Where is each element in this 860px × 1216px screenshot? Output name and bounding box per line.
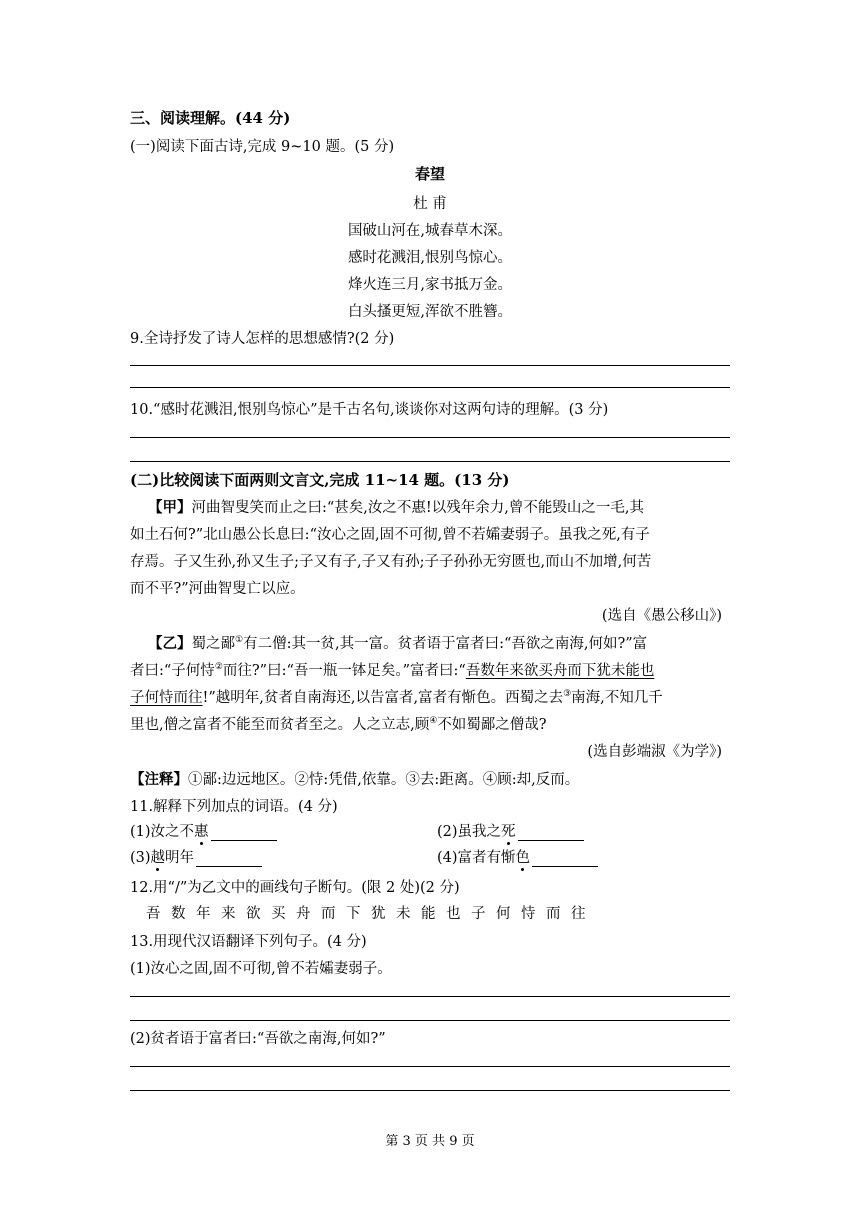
poem-author: 杜 甫 bbox=[413, 196, 447, 212]
dotted-word: 惠 bbox=[194, 824, 209, 840]
passage-yi-text: 有二僧:其一贫,其一富。贫者语于富者曰:“吾欲之南海,何如?”富 bbox=[243, 636, 648, 652]
answer-line[interactable] bbox=[130, 461, 730, 462]
q11-item-text: (1)汝之不 bbox=[130, 824, 195, 840]
q11-item-4 bbox=[437, 846, 598, 867]
q13-sentence-1: (1)汝心之固,固不可彻,曾不若孀妻弱子。 bbox=[130, 961, 392, 977]
note-marker: ④ bbox=[429, 716, 438, 727]
passage-yi-tag: 【乙】 bbox=[148, 635, 192, 652]
passage-jia-line: 如土石何?”北山愚公长息曰:“汝心之固,固不可彻,曾不若孀妻弱子。虽我之死,有子 bbox=[130, 527, 650, 543]
answer-line[interactable] bbox=[130, 1020, 730, 1021]
answer-line[interactable] bbox=[130, 365, 730, 366]
passage-yi-line bbox=[148, 632, 647, 653]
passage-yi-text: 不如蜀鄙之僧哉? bbox=[437, 717, 547, 733]
answer-blank[interactable] bbox=[196, 849, 262, 867]
page-number: 第 3 页 共 9 页 bbox=[385, 1134, 475, 1149]
part2-intro: (二)比较阅读下面两则文言文,完成 11~14 题。(13 分) bbox=[130, 471, 510, 489]
poem-line: 感时花溅泪,恨别鸟惊心。 bbox=[347, 250, 513, 266]
q12-sentence: 吾数年来欲买舟而下犹未能也子何恃而往 bbox=[146, 906, 596, 922]
passage-yi-text: 蜀之鄙 bbox=[191, 636, 235, 652]
q11-item-3 bbox=[130, 846, 262, 867]
q11-item-text: (4)富者有惭 bbox=[437, 850, 516, 866]
passage-yi-text: !”越明年,贫者自南海还,以告富者,富者有惭色。西蜀之去 bbox=[202, 690, 564, 706]
passage-yi-text: 者曰:“子何恃 bbox=[130, 663, 215, 679]
passage-yi-text: 而往?”曰:“吾一瓶一钵足矣。”富者曰:“ bbox=[222, 663, 466, 679]
dotted-word: 越 bbox=[150, 850, 166, 866]
answer-line[interactable] bbox=[130, 437, 730, 438]
q11-item-text: 明年 bbox=[165, 850, 195, 866]
q11-item-text: (2)虽我之 bbox=[437, 824, 502, 840]
question-11: 11.解释下列加点的词语。(4 分) bbox=[130, 799, 338, 815]
answer-line[interactable] bbox=[130, 996, 730, 997]
q11-item-text: (3) bbox=[130, 850, 151, 866]
passage-yi-text: 里也,僧之富者不能至而贫者至之。人之立志,顾 bbox=[130, 717, 430, 733]
passage-jia-text: 河曲智叟笑而止之曰:“甚矣,汝之不惠!以残年余力,曾不能毁山之一毛,其 bbox=[191, 500, 644, 516]
question-13: 13.用现代汉语翻译下列句子。(4 分) bbox=[130, 934, 367, 950]
poem-line: 烽火连三月,家书抵万金。 bbox=[347, 277, 513, 293]
poem-line: 白头搔更短,浑欲不胜簪。 bbox=[347, 304, 513, 320]
passage-yi-text: 南海,不知几千 bbox=[571, 690, 663, 706]
passage-jia-tag: 【甲】 bbox=[148, 499, 192, 516]
passage-jia-line bbox=[148, 496, 644, 517]
passage-jia-line: 而不平?”河曲智叟亡以应。 bbox=[130, 581, 305, 597]
notes bbox=[130, 768, 579, 789]
q11-item-1 bbox=[130, 820, 277, 841]
dotted-word: 死 bbox=[501, 824, 516, 840]
note-marker: ① bbox=[235, 635, 244, 646]
underlined-sentence: 吾数年来欲买舟而下犹未能也 bbox=[465, 663, 655, 679]
q11-item-2 bbox=[437, 820, 584, 841]
dotted-word: 色 bbox=[515, 850, 531, 866]
part1-intro: (一)阅读下面古诗,完成 9~10 题。(5 分) bbox=[130, 139, 395, 155]
answer-blank[interactable] bbox=[532, 849, 598, 867]
question-9: 9.全诗抒发了诗人怎样的思想感情?(2 分) bbox=[130, 331, 395, 347]
answer-blank[interactable] bbox=[518, 823, 584, 841]
passage-yi-line bbox=[130, 713, 547, 734]
underlined-sentence: 子何恃而往 bbox=[130, 690, 203, 706]
answer-line[interactable] bbox=[130, 1066, 730, 1067]
passage-yi-source: (选自彭端淑《为学》) bbox=[587, 744, 722, 760]
answer-line[interactable] bbox=[130, 387, 730, 388]
q13-sentence-2: (2)贫者语于富者曰:“吾欲之南海,何如?” bbox=[130, 1031, 386, 1047]
passage-jia-line: 存焉。子又生孙,孙又生子;子又有子,子又有孙;子子孙孙无穷匮也,而山不加增,何苦 bbox=[130, 554, 652, 570]
notes-text: ①鄙:边远地区。②恃:凭借,依靠。③去:距离。④顾:却,反而。 bbox=[188, 772, 580, 788]
poem-line: 国破山河在,城春草木深。 bbox=[347, 223, 513, 239]
passage-jia-source: (选自《愚公移山》) bbox=[601, 608, 722, 624]
passage-yi-line bbox=[130, 659, 654, 680]
answer-blank[interactable] bbox=[211, 823, 277, 841]
section-heading: 三、阅读理解。(44 分) bbox=[130, 109, 291, 127]
answer-line[interactable] bbox=[130, 1090, 730, 1091]
question-12: 12.用“/”为乙文中的画线句子断句。(限 2 处)(2 分) bbox=[130, 880, 460, 896]
passage-yi-line bbox=[130, 686, 663, 707]
note-marker: ③ bbox=[563, 689, 572, 700]
question-10: 10.“感时花溅泪,恨别鸟惊心”是千古名句,谈谈你对这两句诗的理解。(3 分) bbox=[130, 402, 609, 418]
note-marker: ② bbox=[214, 662, 223, 673]
poem-title: 春望 bbox=[414, 165, 445, 183]
notes-tag: 【注释】 bbox=[130, 771, 188, 788]
